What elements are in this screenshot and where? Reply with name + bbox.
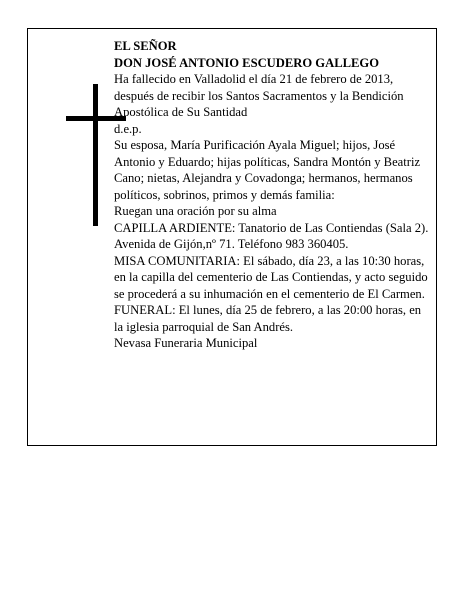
cross-vertical-bar — [93, 84, 98, 226]
funeral-info: FUNERAL: El lunes, día 25 de febrero, a las 20:00 horas, en la iglesia parroquial de San Andrés. — [114, 303, 422, 334]
funeral-home: Nevasa Funeraria Municipal — [114, 336, 258, 350]
mass-info: MISA COMUNITARIA: El sábado, día 23, a las 10:30 horas, en la capilla del cementerio de Las Contiendas, y acto seguido se procederá a su inhumación en el cementerio de El Carmen. — [114, 253, 428, 301]
death-statement: Ha fallecido en Valladolid el día 21 de febrero de 2013, después de recibir los Santos Sacramentos y la Bendición Apostólica de Su Santidad — [114, 72, 404, 119]
deceased-name: DON JOSÉ ANTONIO ESCUDERO GALLEGO — [114, 55, 379, 70]
notice-body — [114, 38, 432, 352]
chapel-info: CAPILLA ARDIENTE: Tanatorio de Las Contiendas (Sala 2). Avenida de Gijón,nº 71. Teléfono 983 360405. — [114, 220, 429, 251]
prayer-request: Ruegan una oración por su alma — [114, 204, 277, 218]
notice-title-honorific: EL SEÑOR — [114, 39, 177, 53]
family-list: Su esposa, María Purificación Ayala Miguel; hijos, José Antonio y Eduardo; hijas políticas, Sandra Montón y Beatriz Cano; nietas, Alejandra y Covadonga; hermanos, hermanos políticos, sobrinos, primos y demás familia: — [114, 138, 421, 202]
rest-in-peace: d.e.p. — [114, 121, 142, 136]
